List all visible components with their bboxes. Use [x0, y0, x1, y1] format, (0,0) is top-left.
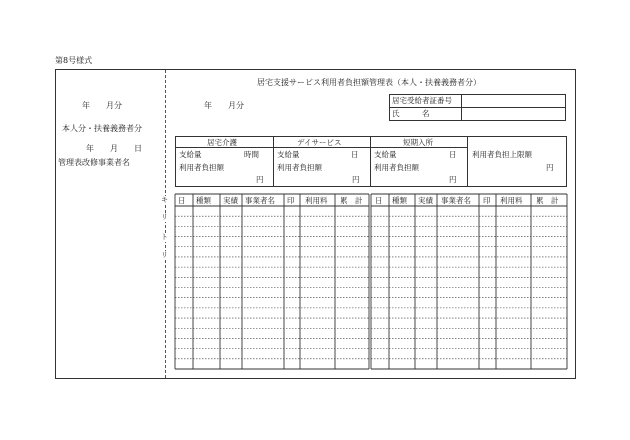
burden-label: 利用者負担額 — [277, 163, 322, 172]
stub-person-label: 本人分・扶養義務者分 — [62, 124, 142, 133]
ledger-header-actual: 実績 — [223, 196, 238, 205]
service-name-home-care: 居宅介護 — [207, 138, 237, 147]
supply-label: 支給量 — [179, 150, 202, 159]
tear-mark: ト — [161, 233, 168, 241]
supply-unit: 日 — [351, 150, 359, 159]
name-label: 氏 名 — [392, 109, 430, 118]
tear-mark: キ — [161, 196, 168, 204]
burden-label: 利用者負担額 — [374, 163, 419, 172]
supply-unit: 時間 — [244, 150, 259, 159]
supply-label: 支給量 — [277, 150, 300, 159]
ledger-header-day: 日 — [178, 196, 186, 205]
ledger-header-actual: 実績 — [418, 196, 433, 205]
page-title: 居宅支援サービス利用者負担額管理表（本人・扶養義務者分） — [257, 78, 481, 87]
form-number: 第8号様式 — [55, 56, 93, 65]
ledger-header-fee: 利用料 — [500, 196, 523, 205]
limit-unit: 円 — [546, 163, 554, 172]
supply-label: 支給量 — [374, 150, 397, 159]
ledger-header-total: 累 計 — [536, 196, 559, 205]
stub-date: 年 月 日 — [86, 144, 142, 153]
limit-label: 利用者負担上限額 — [472, 150, 532, 159]
tear-mark: リ — [161, 251, 168, 259]
ledger-header-fee: 利用料 — [305, 196, 328, 205]
ledger-header-total: 累 計 — [340, 196, 363, 205]
stub-year-month: 年 月分 — [82, 101, 122, 110]
burden-label: 利用者負担額 — [179, 163, 224, 172]
ledger-header-provider: 事業者名 — [245, 196, 275, 205]
ledger-header-provider: 事業者名 — [441, 196, 471, 205]
recipient-number-label: 居宅受給者証番号 — [392, 96, 452, 105]
ledger-header-type: 種類 — [196, 196, 211, 205]
ledger-header-type: 種類 — [392, 196, 407, 205]
service-name-day-service: デイサービス — [297, 138, 342, 147]
ledger-header-seal: 印 — [287, 196, 295, 205]
burden-unit: 円 — [449, 175, 457, 184]
burden-unit: 円 — [352, 175, 360, 184]
tear-mark: リ — [161, 213, 168, 221]
ledger-header-day: 日 — [375, 196, 383, 205]
main-year-month: 年 月分 — [204, 101, 244, 110]
stub-manager-label: 管理表改修事業者名 — [58, 158, 130, 167]
ledger-header-seal: 印 — [483, 196, 491, 205]
burden-unit: 円 — [256, 175, 264, 184]
supply-unit: 日 — [449, 150, 457, 159]
service-name-short-stay: 短期入所 — [403, 138, 433, 147]
